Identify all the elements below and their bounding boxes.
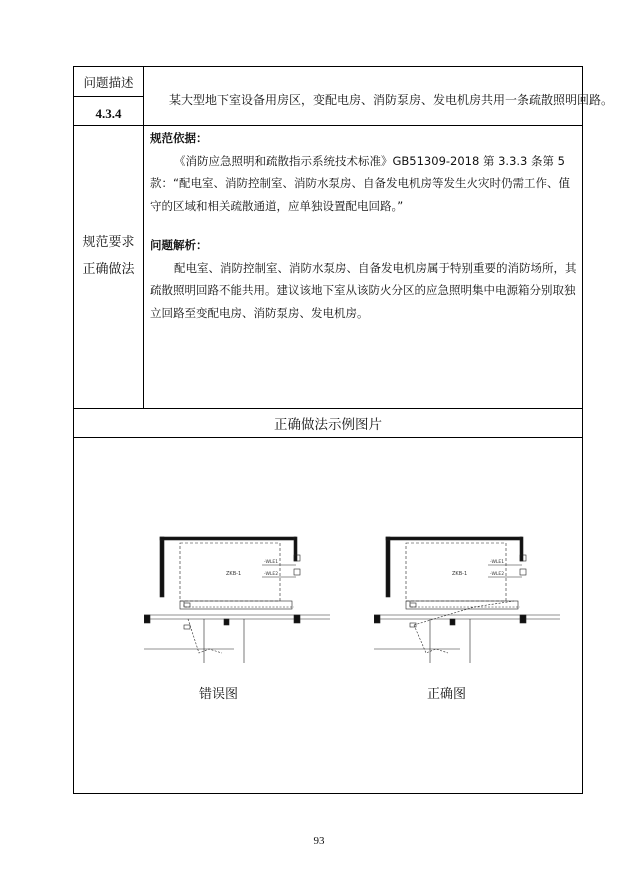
independent-circuit [410, 601, 520, 607]
wrong-circuit-label-1: -WLE1 [264, 560, 279, 565]
analysis-heading: 问题解析： [150, 238, 208, 252]
example-title: 正确做法示例图片 [274, 417, 382, 433]
shared-circuit [184, 601, 294, 607]
correct-circuit-label-2: -WLE2 [490, 572, 505, 577]
wrong-room-label: ZKB-1 [226, 571, 242, 577]
column-divider [143, 67, 144, 408]
wall-top [160, 537, 296, 540]
basis-heading: 规范依据： [150, 131, 208, 145]
row-divider-header [74, 96, 143, 97]
basis-text: 《消防应急照明和疏散指示系统技术标准》GB51309-2018 第 3.3.3 条第 5 款：“配电室、消防控制室、消防水泵房、自备发电机房等发生火灾时仍需工作、值守的区域和相关疏散通道，应单独设置配电回路。” [150, 153, 570, 213]
analysis-section [150, 234, 580, 324]
problem-text: 某大型地下室设备用房区，变配电房、消防泵房、发电机房共用一条疏散照明回路。 [169, 93, 614, 107]
wall-left [386, 537, 390, 597]
problem-label: 问题描述 [83, 75, 134, 90]
form-table [73, 66, 614, 794]
wrong-circuit-label-2: -WLE2 [264, 572, 279, 577]
left-label-line2: 正确做法 [82, 262, 135, 277]
corridor [180, 601, 292, 609]
wall-left [160, 537, 164, 597]
row-divider-3 [74, 437, 582, 438]
corridor [406, 601, 518, 609]
right-caption: 正确图 [427, 687, 467, 702]
row-divider-1 [74, 125, 582, 126]
analysis-text: 配电室、消防控制室、消防水泵房、自备发电机房属于特别重要的消防场所，其疏散照明回路不能共用。建议该地下室从该防火分区的应急照明集中电源箱分别取独立回路至变配电房、消防泵房、发电机房。 [150, 260, 577, 320]
row-divider-2 [74, 408, 582, 409]
independent-circuit-2 [414, 601, 514, 625]
correct-room-label: ZKB-1 [452, 571, 468, 577]
wall-right [294, 537, 297, 561]
wall-top [386, 537, 522, 540]
wall-right [520, 537, 523, 561]
left-label-line1: 规范要求 [82, 235, 135, 250]
basis-section [150, 127, 580, 217]
wrong-figure [144, 535, 330, 665]
correct-circuit-label-1: -WLE1 [490, 560, 505, 565]
correct-figure [374, 535, 560, 665]
item-number: 4.3.4 [95, 106, 122, 121]
page-number: 93 [313, 835, 325, 847]
wrong-caption: 错误图 [199, 687, 239, 702]
